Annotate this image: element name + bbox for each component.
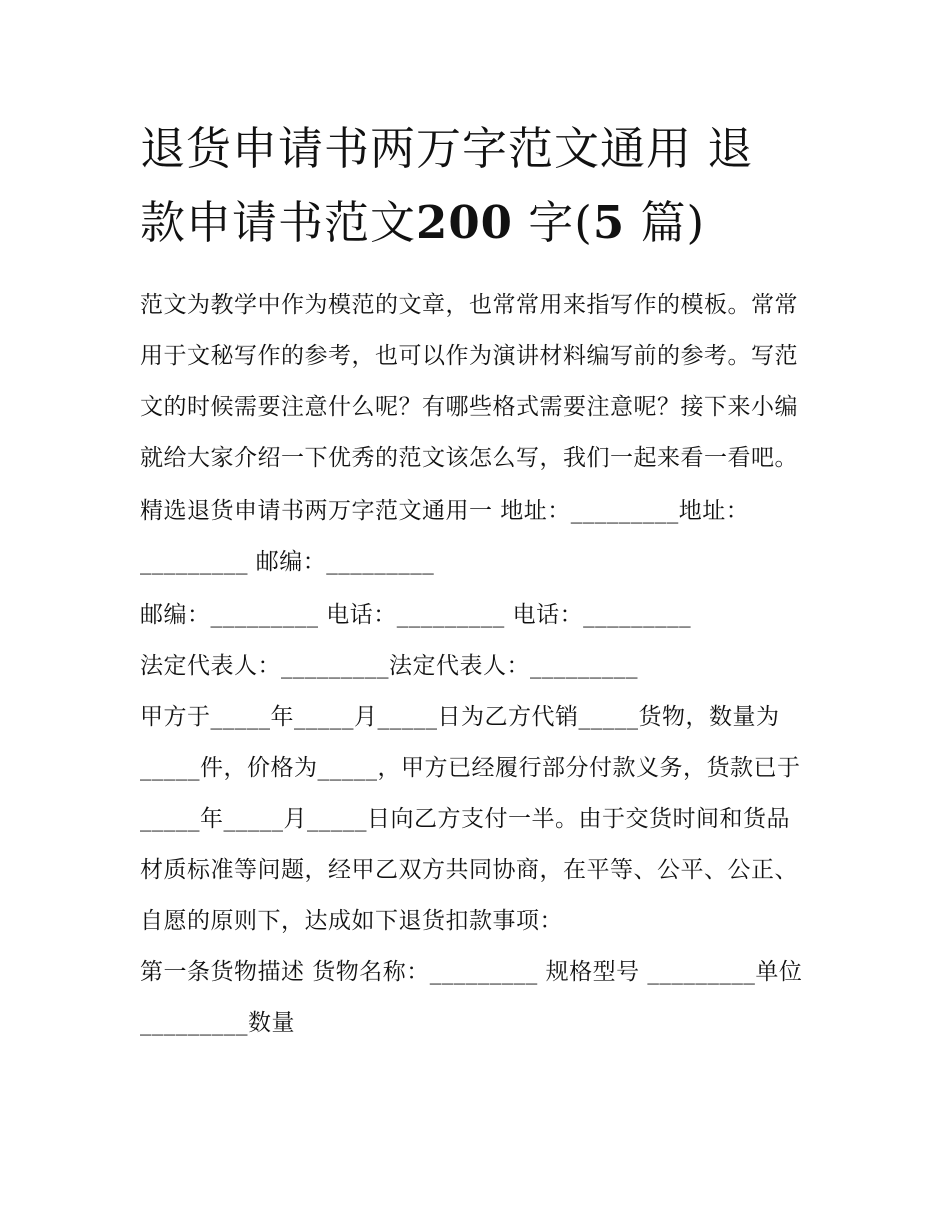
intro-paragraph: 范文为教学中作为模范的文章，也常常用来指写作的模板。常常用于文秘写作的参考，也可以作为演讲材料编写前的参考。写范文的时候需要注意什么呢？有哪些格式需要注意呢？接下来小编就给大家介绍一下优秀的范文该怎么写，我们一起来看一看吧。 [140,292,798,471]
document-page [140,112,812,1049]
title-count: 5 [592,196,626,249]
agreement-paragraph: 甲方于_____年_____月_____日为乙方代销_____货物，数量为_____件，价格为_____，甲方已经履行部分付款义务，货款已于_____年_____月_____日向乙方支付一半。由于交货时间和货品材质标准等问题，经甲乙双方共同协商，在平等、公平、公正、自愿的原则下，达成如下退货扣款事项： [140,704,801,934]
title-line-2a: 款申请书范文 [140,196,417,249]
legal-representative-line: 法定代表人：_________法定代表人：_________ [140,653,638,679]
title-line-2b: 字( [528,196,593,249]
article-1-goods-description: 第一条货物描述 货物名称：_________ 规格型号 _________单位 _________数量 [140,959,811,1036]
title-number: 200 [416,196,513,249]
postcode-phone-line: 邮编：_________ 电话：_________ 电话：_________ [140,602,692,628]
title-line-2c: 篇) [640,196,706,249]
address-line: 精选退货申请书两万字范文通用一 地址：_________地址：_________ 邮编：_________ [140,498,750,575]
title-line-1: 退货申请书两万字范文通用 退 [140,122,754,175]
document-title [140,112,812,260]
